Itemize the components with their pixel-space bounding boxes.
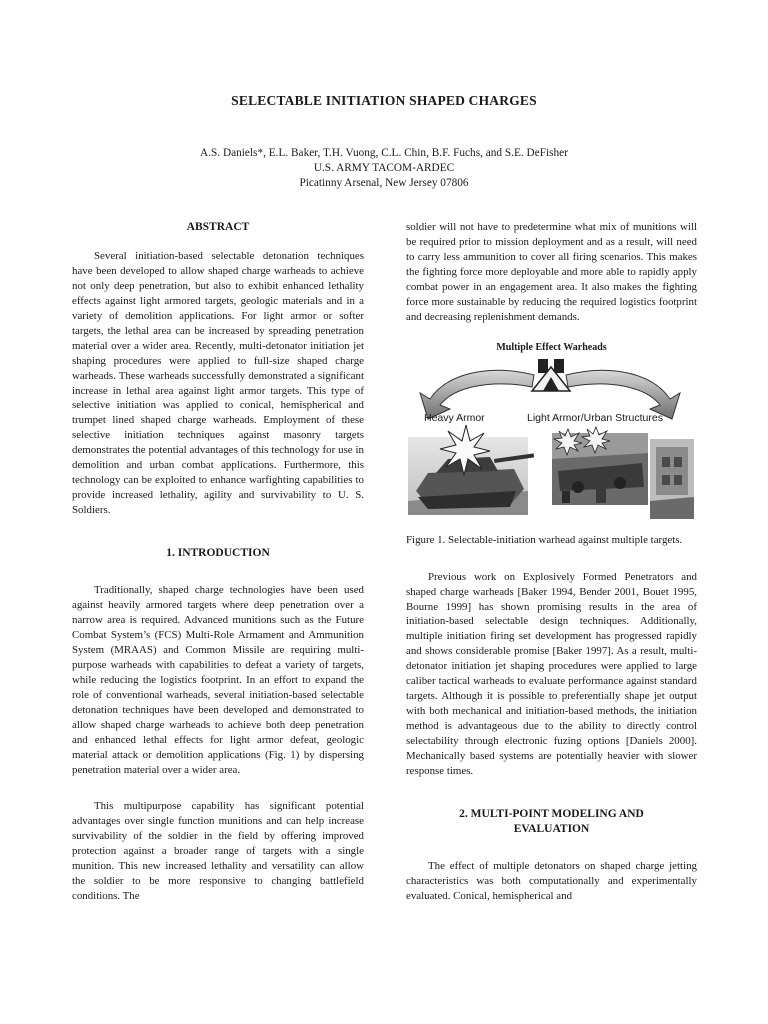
tank-photo [408,425,534,515]
figure-1 [406,341,697,519]
right-column [406,220,697,904]
paper-title: SELECTABLE INITIATION SHAPED CHARGES [231,93,537,108]
building-photo [650,439,694,519]
author-names: A.S. Daniels*, E.L. Baker, T.H. Vuong, C.L. Chin, B.F. Fuchs, and S.E. DeFisher [200,147,568,159]
author-organization: U.S. ARMY TACOM-ARDEC [313,162,455,174]
figure-label-light-armor: Light Armor/Urban Structures [527,411,663,424]
intro-paragraph-1: Traditionally, shaped charge technologies have been used against heavily armored targets where deep penetration over a narrow area is required. Advanced munitions such as the Future Combat System’s (FCS) Multi-Role Armament and Ammunition System (MRAAS) and Common Missile are requiring multi-purpose warheads with capabilities to defeat a variety of targets, while reducing the logistics footprint. In an effort to expand the role of conventional warheads, several initiation-based selectable detonation techniques have been developed and demonstrated to allow shaped charge warheads to achieve both deep penetration and enhanced lethal effects for light armor defeat, geologic material attack or demolition applications (Fig. 1) by dispersing penetration material over a wider area. [72,584,364,776]
intro-paragraph-2: This multipurpose capability has significant potential advantages over single function munitions and can help increase survivability of the soldier in the field by offering improved protection against a broader range of targets with a single munition. This new increased lethality and versatility can allow the soldier to be more responsive to changing battlefield conditions. The [72,800,364,903]
urban-structures-photo [552,427,648,505]
author-location: Picatinny Arsenal, New Jersey 07806 [299,177,469,189]
figure-illustration [406,341,697,519]
figure-label-heavy-armor: Heavy Armor [424,411,485,424]
introduction-heading: 1. INTRODUCTION [166,547,270,560]
warhead-icon [532,359,570,391]
figure-title: Multiple Effect Warheads [496,341,607,353]
author-block [0,146,768,191]
intro-paragraph-3: Previous work on Explosively Formed Penetrators and shaped charge warheads [Baker 1994, Bender 2001, Bouet 1995, Bourne 1999] has shown promising results in the area of initiation-based selectable design techniques. Additionally, multiple initiation firing set development has progressed rapidly and shows considerable promise [Baker 1997]. As a result, multi-detonator initiation jet shaping procedures were applied to large caliber tactical warheads to evaluate performance against standard targets. Although it is possible to preferentially shape jet output with both mechanical and initiation-based methods, the initiation method is advantageous due to the ability to directly control selectability through electronic fuzing options [Daniels 2000]. Mechanically based systems are potentially heavier with slower response times. [406,570,697,778]
section-2-paragraph-1: The effect of multiple detonators on shaped charge jetting characteristics was both computationally and experimentally evaluated. Conical, hemispherical and [406,859,697,902]
figure-1-caption: Figure 1. Selectable-initiation warhead against multiple targets. [406,533,683,546]
section-2-heading-line-1: 2. MULTI-POINT MODELING AND [459,807,644,820]
abstract-heading: ABSTRACT [186,221,250,233]
section-2-heading-line-2: EVALUATION [513,822,590,835]
left-column [72,220,364,904]
abstract-text: Several initiation-based selectable detonation techniques have been developed to allow shaped charge warheads to achieve not only deep penetration, but also to exhibit enhanced lethality effects against light armored targets, geologic materials and in a variety of demolition applications. For light armor or softer targets, the lethal area can be increased by spreading penetration material over a wider area. Recently, multi-detonator initiation jet shaping procedures were applied to full-size shaped charge warheads. These warheads successfully demonstrated a significant increase in lethal area against light armor targets. This type of selective initiation was applied to conical, hemispherical and trumpet lined shaped charge warheads. Employment of these selective initiation techniques against masonry targets demonstrates the potential advantages of this technology for use in demolition and urban combat applications. Furthermore, this technology can be exploited to enhance warfighting capabilities to provide increased lethality, agility and survivability to U. S. Soldiers. [72,249,364,517]
intro-paragraph-2-continued: soldier will not have to predetermine what mix of munitions will be required prior to mission deployment and as a result, will need to carry less ammunition to cover all firing scenarios. This makes the fighting force more deployable and more able to rapidly apply combat power in an engagement area. It also makes the fighting force more sustainable by reducing the required logistics footprint and decreasing replenishment demands. [406,221,697,323]
section-2-heading [406,807,697,837]
